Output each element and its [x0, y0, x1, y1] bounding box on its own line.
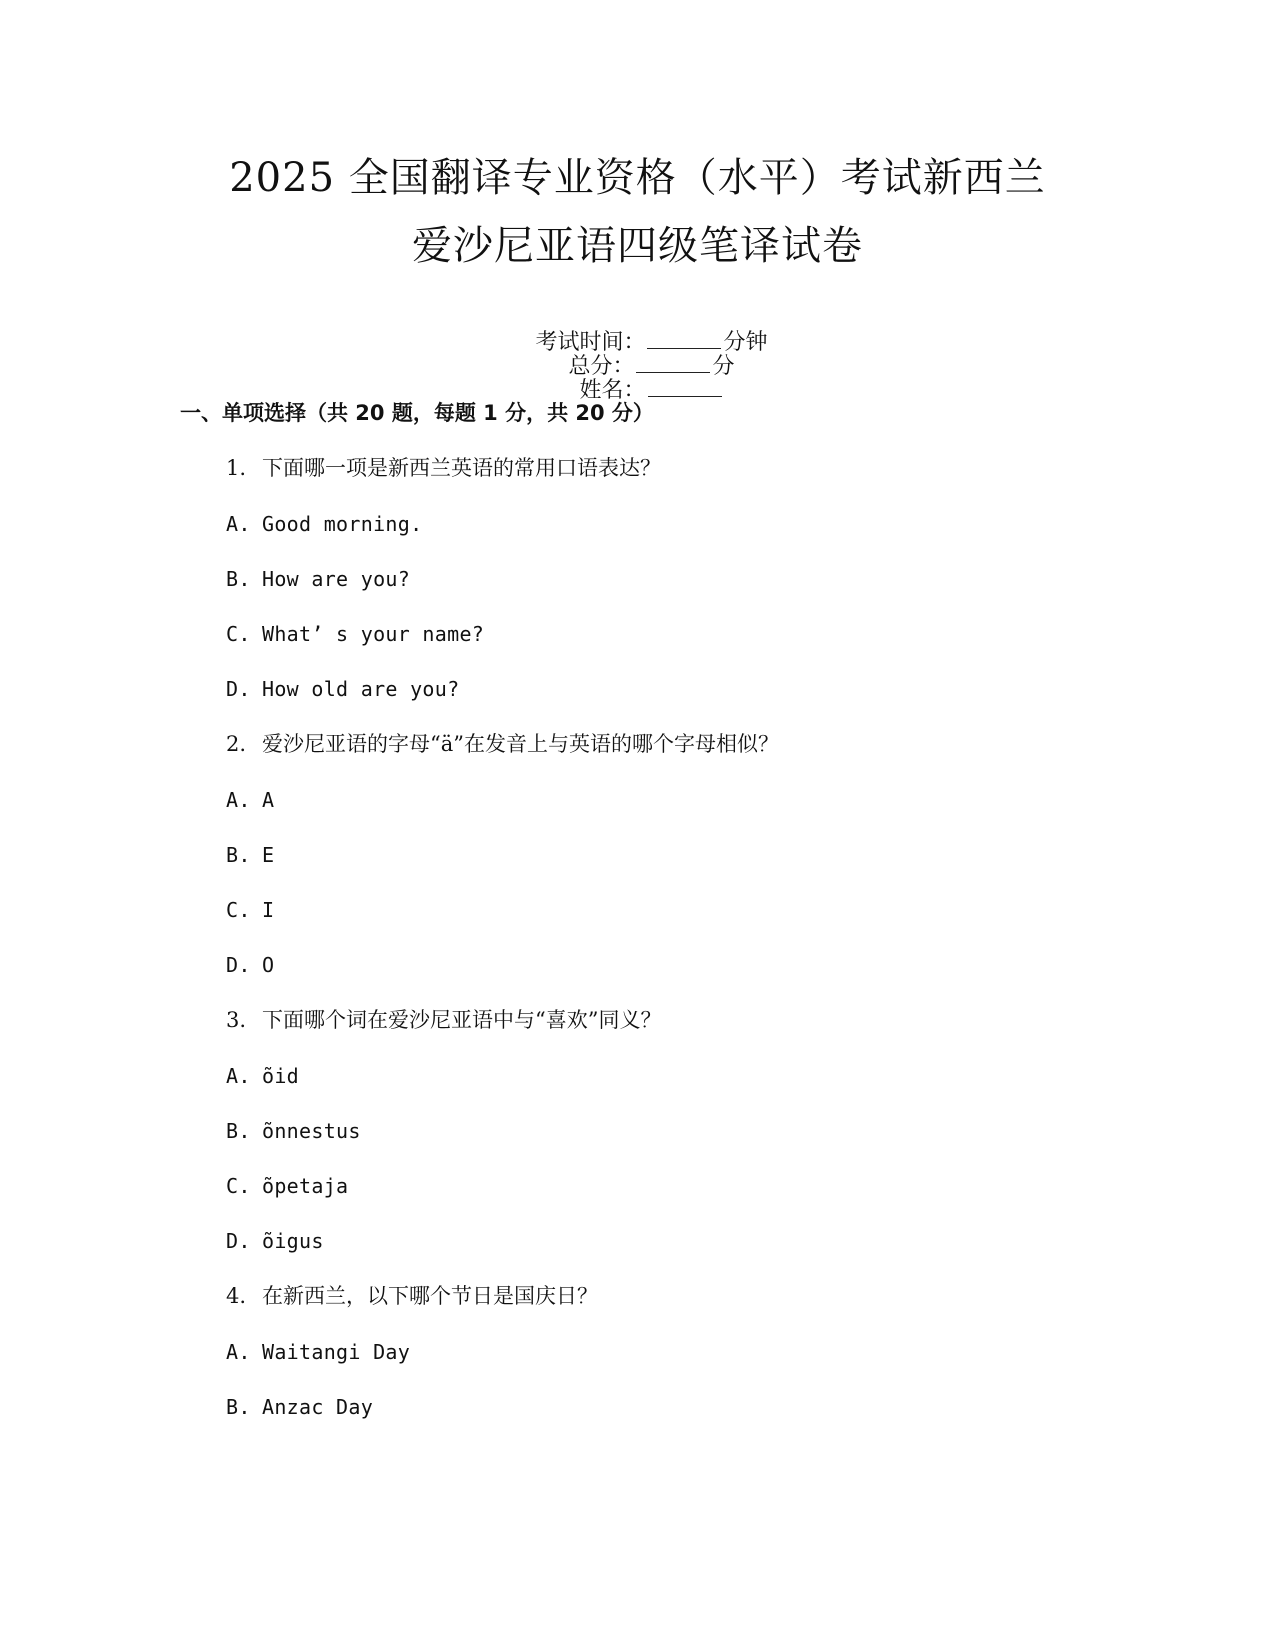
section-heading-single-choice: 一、单项选择（共 20 题，每题 1 分，共 20 分） [180, 401, 654, 425]
question-3-option-d[interactable] [226, 1231, 324, 1251]
question-number: 2. [226, 732, 247, 756]
name-blank[interactable] [648, 378, 722, 397]
option-text: Waitangi Day [262, 1340, 411, 1364]
question-2-option-a[interactable] [226, 790, 274, 810]
total-score-field [568, 354, 734, 378]
option-letter: D. [226, 1229, 251, 1253]
option-letter: D. [226, 953, 251, 977]
option-text: Good morning. [262, 512, 423, 536]
option-text: I [262, 898, 275, 922]
option-letter: C. [226, 1174, 251, 1198]
option-letter: B. [226, 567, 251, 591]
question-2 [226, 734, 779, 755]
option-letter: A. [226, 788, 251, 812]
question-3-option-b[interactable] [226, 1121, 361, 1141]
option-text: A [262, 788, 275, 812]
question-number: 1. [226, 456, 247, 480]
option-letter: D. [226, 677, 251, 701]
total-score-label: 总分： [568, 354, 635, 379]
exam-time-blank[interactable] [647, 330, 721, 349]
option-text: õid [262, 1064, 300, 1088]
option-text: Anzac Day [262, 1395, 374, 1419]
option-letter: A. [226, 1064, 251, 1088]
option-letter: B. [226, 843, 251, 867]
question-text: 下面哪一项是新西兰英语的常用口语表达？ [262, 456, 661, 480]
exam-title-line-1: 2025 全国翻译专业资格（水平）考试新西兰 [229, 155, 1046, 201]
option-text: õigus [262, 1229, 324, 1253]
question-4-option-a[interactable] [226, 1342, 410, 1362]
question-4 [226, 1286, 598, 1307]
option-text: How old are you? [262, 677, 460, 701]
option-letter: A. [226, 512, 251, 536]
option-letter: B. [226, 1119, 251, 1143]
question-1-option-a[interactable] [226, 514, 422, 534]
total-score-unit: 分 [712, 354, 735, 379]
total-score-blank[interactable] [636, 354, 710, 373]
option-text: õpetaja [262, 1174, 349, 1198]
question-1 [226, 458, 661, 479]
option-letter: C. [226, 622, 251, 646]
question-text: 下面哪个词在爱沙尼亚语中与“喜欢”同义？ [262, 1008, 662, 1032]
option-letter: B. [226, 1395, 251, 1419]
question-text: 在新西兰，以下哪个节日是国庆日？ [262, 1284, 598, 1308]
exam-time-unit: 分钟 [723, 330, 768, 355]
question-1-option-c[interactable] [226, 624, 484, 644]
question-4-option-b[interactable] [226, 1397, 373, 1417]
question-3-option-c[interactable] [226, 1176, 348, 1196]
exam-time-label: 考试时间： [535, 330, 646, 355]
question-2-option-b[interactable] [226, 845, 274, 865]
exam-time-field [535, 330, 767, 354]
question-number: 3. [226, 1008, 247, 1032]
option-text: E [262, 843, 275, 867]
question-3 [226, 1010, 661, 1031]
question-1-option-d[interactable] [226, 679, 459, 699]
option-letter: C. [226, 898, 251, 922]
option-text: õnnestus [262, 1119, 361, 1143]
question-2-option-c[interactable] [226, 900, 274, 920]
question-2-option-d[interactable] [226, 955, 274, 975]
name-field [579, 378, 723, 402]
question-number: 4. [226, 1284, 247, 1308]
question-text: 爱沙尼亚语的字母“ä”在发音上与英语的哪个字母相似？ [262, 732, 779, 756]
option-letter: A. [226, 1340, 251, 1364]
option-text: What’ s your name? [262, 622, 485, 646]
name-label: 姓名： [579, 378, 646, 403]
exam-title-line-2: 爱沙尼亚语四级笔译试卷 [412, 223, 863, 269]
question-3-option-a[interactable] [226, 1066, 299, 1086]
option-text: How are you? [262, 567, 411, 591]
option-text: O [262, 953, 275, 977]
question-1-option-b[interactable] [226, 569, 410, 589]
